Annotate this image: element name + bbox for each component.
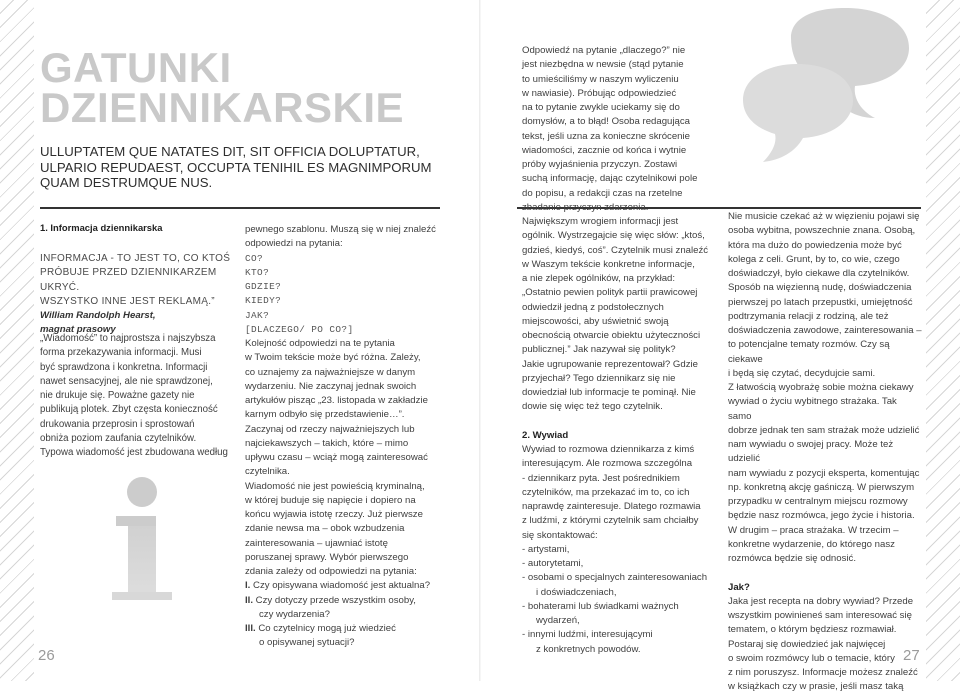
text-line: na to pytanie zwykle uciekamy się do bbox=[522, 102, 680, 113]
intro-line: QUAM DESTRUMQUE NUS. bbox=[40, 175, 213, 191]
text-line: wszystkim powinieneś sam interesować się bbox=[728, 610, 912, 621]
text-line: poruszanej sprawy. Wybór pierwszego bbox=[245, 551, 409, 563]
text-line: to potencjalne tematy rozmów. Czy są ciekawe bbox=[728, 339, 890, 365]
text-line: W drugim – praca strażaka. W trzecim – bbox=[728, 524, 899, 536]
text-line: „Ostatnio pewien polityk partii prawicowej bbox=[522, 287, 698, 299]
text-line: końcu wyjawia istotę rzeczy. Już pierwsze bbox=[245, 509, 423, 520]
text-line: i będą się czytać, decydujcie sami. bbox=[728, 367, 876, 379]
item-text: Czy opisywana wiadomość jest aktualna? bbox=[253, 580, 431, 592]
text-line: Wiadomość nie jest powieścią kryminalną, bbox=[245, 480, 425, 492]
page-title-line: GATUNKI bbox=[40, 44, 232, 91]
page-number-left: 26 bbox=[38, 647, 55, 664]
text-line: upływu czasu – wciąż mogą zainteresować bbox=[245, 452, 428, 463]
quote-author: William Randolph Hearst, bbox=[40, 310, 156, 322]
text-line: osoba wybitna, powszechnie znana. Osobą, bbox=[728, 225, 916, 237]
text-line: przypadku w centralnym miejscu rozmowy bbox=[728, 496, 908, 507]
text-line: suchą informację, dając czytelnikowi pole bbox=[522, 173, 698, 185]
text-line: być sprawdzona i konkretna. Informacji bbox=[40, 361, 208, 373]
text-line: doświadczył, było ciekawe dla czytelników. bbox=[728, 268, 910, 279]
text-line: nam wywiadu o swojej pracy. Może też udzielić bbox=[728, 439, 894, 465]
list-item: - autorytetami, bbox=[522, 558, 584, 569]
text-line: z ludźmi, z którymi czytelnik sam chciałby bbox=[522, 515, 699, 527]
text-line: forma przekazywania informacji. Musi bbox=[40, 347, 202, 359]
text-line: gdzieś, kiedyś, coś”. Czytelnik musi znaleźć bbox=[522, 244, 709, 256]
text-line: o swoim rozmówcy lub o temacie, który bbox=[728, 652, 895, 664]
text-line: naprawdę zainteresuje. Dlatego rozmawia bbox=[522, 501, 701, 512]
text-line: Największym wrogiem informacji jest bbox=[522, 216, 679, 227]
text-line: w Waszym tekście konkretne informacje, bbox=[522, 258, 695, 270]
quote-line: INFORMACJA - TO JEST TO, CO KTOŚ bbox=[40, 253, 231, 264]
page-title bbox=[40, 44, 460, 131]
text-line: rozmówca będzie się odnosić. bbox=[728, 553, 856, 564]
text-line: Jakie ugrupowanie reprezentował? Gdzie bbox=[522, 358, 698, 370]
text-line: odwiedził jedną z podstołecznych bbox=[522, 301, 664, 313]
text-line: zbadanie przyczyn zdarzenia. bbox=[522, 201, 649, 213]
text-line: pewnego szablonu. Muszą się w niej znaleźć bbox=[245, 224, 436, 235]
text-line: jest niezbędna w newsie (stąd pytanie bbox=[522, 59, 684, 71]
text-line: Typowa wiadomość jest zbudowana według bbox=[40, 447, 228, 459]
quote-line: WSZYSTKO INNE JEST REKLAMĄ.” bbox=[40, 295, 215, 307]
text-line: Nie musicie czekać aż w więzieniu pojawi się bbox=[728, 211, 920, 222]
text-line: Zaczynaj od rzeczy najważniejszych lub bbox=[245, 423, 415, 435]
text-line: zdanie newsa ma – obok wzbudzenia bbox=[245, 523, 405, 535]
text-line: publicznej.” Jak nazywał się polityk? bbox=[522, 344, 676, 356]
text-column-4 bbox=[728, 210, 922, 695]
text-line: interesującym. Ale rozmowa szczególna bbox=[522, 458, 693, 470]
text-line: Postaraj się dowiedzieć jak najwięcej bbox=[728, 638, 886, 650]
quote-line: PRÓBUJE PRZED DZIENNIKARZEM UKRYĆ. bbox=[40, 267, 217, 293]
text-line: do popisu, a redakcji czas na rzetelne bbox=[522, 187, 683, 199]
item-number: III. bbox=[245, 623, 256, 634]
text-line: z nim poruszysz. Informacje możesz znaleźć bbox=[728, 667, 918, 678]
text-column-2 bbox=[245, 223, 469, 651]
text-line: najciekawszych – takich, które – mimo bbox=[245, 437, 409, 449]
text-line: Z łatwością wyobrażę sobie można ciekawy bbox=[728, 382, 914, 393]
text-line: w książkach czy w prasie, jeśli masz taką bbox=[728, 681, 904, 693]
text-line: ogólnik. Wystrzegajcie się więc słów: „ktoś, bbox=[522, 230, 705, 242]
list-item-continued: wydarzeń, bbox=[536, 615, 580, 626]
question-item: KTO? bbox=[245, 266, 270, 278]
text-line: wydarzeniu. Nie zaczynaj jednak swoich bbox=[245, 380, 417, 392]
text-line: kolega z celi. Grunt, by to, co wie, czego bbox=[728, 253, 900, 265]
section-heading: 1. Informacja dziennikarska bbox=[40, 222, 163, 233]
text-line: Jaka jest recepta na dobry wywiad? Przede bbox=[728, 595, 914, 607]
item-number: II. bbox=[245, 594, 253, 606]
spacer bbox=[728, 566, 922, 580]
text-line: np. konkretną akcję gaśniczą. W pierwszym bbox=[728, 481, 915, 493]
item-text-continued: czy wydarzenia? bbox=[259, 608, 330, 620]
text-line: próby wyjaśnienia przyczyn. Zostawi bbox=[522, 159, 678, 170]
text-line: w Twoim tekście może być różna. Zależy, bbox=[245, 352, 421, 364]
left-page bbox=[36, 0, 476, 681]
text-line: nie drukuje się. Poważne gazety nie bbox=[40, 390, 195, 402]
text-line: będzie nasz rozmówca, jego życie i historia. bbox=[728, 510, 915, 522]
hatched-margin-left bbox=[0, 0, 34, 681]
text-line: dobrze jednak ten sam strażak może udzielić bbox=[728, 424, 920, 436]
text-line: czytelnika. bbox=[245, 466, 290, 478]
text-line: Kolejność odpowiedzi na te pytania bbox=[245, 338, 395, 349]
text-line: tematem, o którym będziesz rozmawiał. bbox=[728, 624, 897, 636]
text-line: zdania zależy od odpowiedzi na pytania: bbox=[245, 566, 417, 577]
page-number-right: 27 bbox=[903, 647, 920, 664]
quote-author-role: magnat prasowy bbox=[40, 324, 116, 336]
text-line: tekst, jeśli uzna za konieczne skrócenie bbox=[522, 130, 690, 142]
text-line: podtrzymania relacji z rodziną, ale też bbox=[728, 310, 889, 322]
text-line: w której buduje się napięcie i dopiero na bbox=[245, 494, 416, 506]
numbered-item bbox=[245, 622, 469, 636]
text-line: zainteresowania – ujawniać istotę bbox=[245, 537, 388, 549]
info-i-icon bbox=[88, 476, 196, 600]
subheading: Jak? bbox=[728, 581, 750, 593]
question-item: KIEDY? bbox=[245, 295, 282, 307]
text-line: pierwszej po latach przepustki, umiejętność bbox=[728, 296, 913, 308]
text-line: Odpowiedź na pytanie „dlaczego?” nie bbox=[522, 45, 686, 56]
spacer bbox=[522, 415, 716, 429]
text-line: nam wywiadu z pozycji eksperta, komentując bbox=[728, 467, 920, 479]
text-line: obniża poziom zaufania czytelników. bbox=[40, 433, 197, 445]
text-line: doświadczenia zawodowe, zainteresowania – bbox=[728, 325, 922, 336]
text-line: „Wiadomość” to najprostsza i najszybsza bbox=[40, 333, 216, 344]
text-line: dowie się więc też tego czytelnik. bbox=[522, 401, 663, 413]
text-line: Sposób na więzienną nudę, doświadczenia bbox=[728, 282, 912, 294]
page-fold bbox=[479, 0, 481, 681]
section-heading-2: 2. Wywiad bbox=[522, 429, 569, 441]
intro-line: ULLUPTATEM QUE NATATES DIT, SIT OFFICIA DOLUPTATUR, bbox=[40, 144, 420, 159]
text-line: drukowania przeprosin i sprostowań bbox=[40, 418, 195, 430]
text-line: konkretne wydarzenie, do którego nasz bbox=[728, 538, 895, 550]
item-text-continued: o opisywanej sytuacji? bbox=[259, 637, 355, 649]
text-line: Wywiad to rozmowa dziennikarza z kimś bbox=[522, 444, 695, 455]
numbered-item bbox=[245, 579, 469, 593]
numbered-item bbox=[245, 594, 469, 608]
list-item: - artystami, bbox=[522, 543, 570, 555]
list-item: - osobami o specjalnych zainteresowaniach bbox=[522, 572, 708, 584]
speech-bubbles-icon bbox=[733, 0, 933, 200]
text-line: odpowiedzi na pytania: bbox=[245, 238, 343, 250]
text-line: karnym odbyło się przedstawienie…”. bbox=[245, 409, 405, 421]
text-line: w nawiasie). Próbując odpowiedzieć bbox=[522, 87, 677, 99]
text-line: wywiad o życiu wybitnego strażaka. Tak samo bbox=[728, 396, 897, 422]
item-text: Czy dotyczy przede wszystkim osoby, bbox=[255, 594, 416, 606]
text-line: przyjechał? Tego dziennikarz się nie bbox=[522, 372, 676, 384]
text-column-3 bbox=[522, 44, 716, 657]
text-line: miejscowości, aby uświetnić swoją bbox=[522, 315, 669, 327]
text-line: to umieściliśmy w naszym wyliczeniu bbox=[522, 73, 679, 85]
text-line: artykułów pisząc „23. listopada w zakładzie bbox=[245, 395, 428, 406]
item-text: Co czytelnicy mogą już wiedzieć bbox=[258, 623, 396, 634]
intro-paragraph bbox=[40, 144, 450, 191]
text-line: nawet sensacyjnej, ale nie sprawdzonej, bbox=[40, 375, 213, 387]
text-line: czytelników, ma przekazać im to, co ich bbox=[522, 486, 690, 498]
list-item: - bohaterami lub świadkami ważnych bbox=[522, 600, 679, 612]
page-title-line: DZIENNIKARSKIE bbox=[40, 84, 405, 131]
text-line: obecnością otwarcie obiektu użyteczności bbox=[522, 330, 701, 341]
text-line: domysłów, a to błąd! Osoba redagująca bbox=[522, 116, 690, 128]
text-line: publikują plotek. Zbyt częsta konieczność bbox=[40, 404, 218, 416]
text-line: - dziennikarz pyta. Jest pośrednikiem bbox=[522, 472, 680, 484]
text-line: się skontaktować: bbox=[522, 529, 598, 541]
list-item-continued: z konkretnych powodów. bbox=[536, 643, 641, 655]
text-line: a nie zlepek ogólników, na przykład: bbox=[522, 273, 676, 284]
question-item: [DLACZEGO/ PO CO?] bbox=[245, 323, 354, 335]
text-line: wiadomości, zacznie od końca i wytnie bbox=[522, 144, 687, 156]
list-item-continued: i doświadczeniach, bbox=[536, 586, 617, 598]
text-line: co uznajemy za najważniejsze w danym bbox=[245, 366, 416, 378]
text-column-1 bbox=[40, 332, 255, 461]
intro-line: ULPARIO REPUDAEST, OCCUPTA TENIHIL ES MAGNIMPORUM bbox=[40, 159, 432, 175]
text-line: dowiedział lub informacje te pominął. Nie bbox=[522, 387, 696, 398]
list-item: - innymi ludźmi, interesującymi bbox=[522, 629, 653, 641]
question-item: JAK? bbox=[245, 309, 270, 321]
text-line: która ma dużo do powiedzenia może być bbox=[728, 239, 902, 251]
pull-quote bbox=[40, 252, 250, 338]
question-item: CO? bbox=[245, 252, 264, 264]
item-number: I. bbox=[245, 580, 251, 592]
question-item: GDZIE? bbox=[245, 281, 282, 292]
